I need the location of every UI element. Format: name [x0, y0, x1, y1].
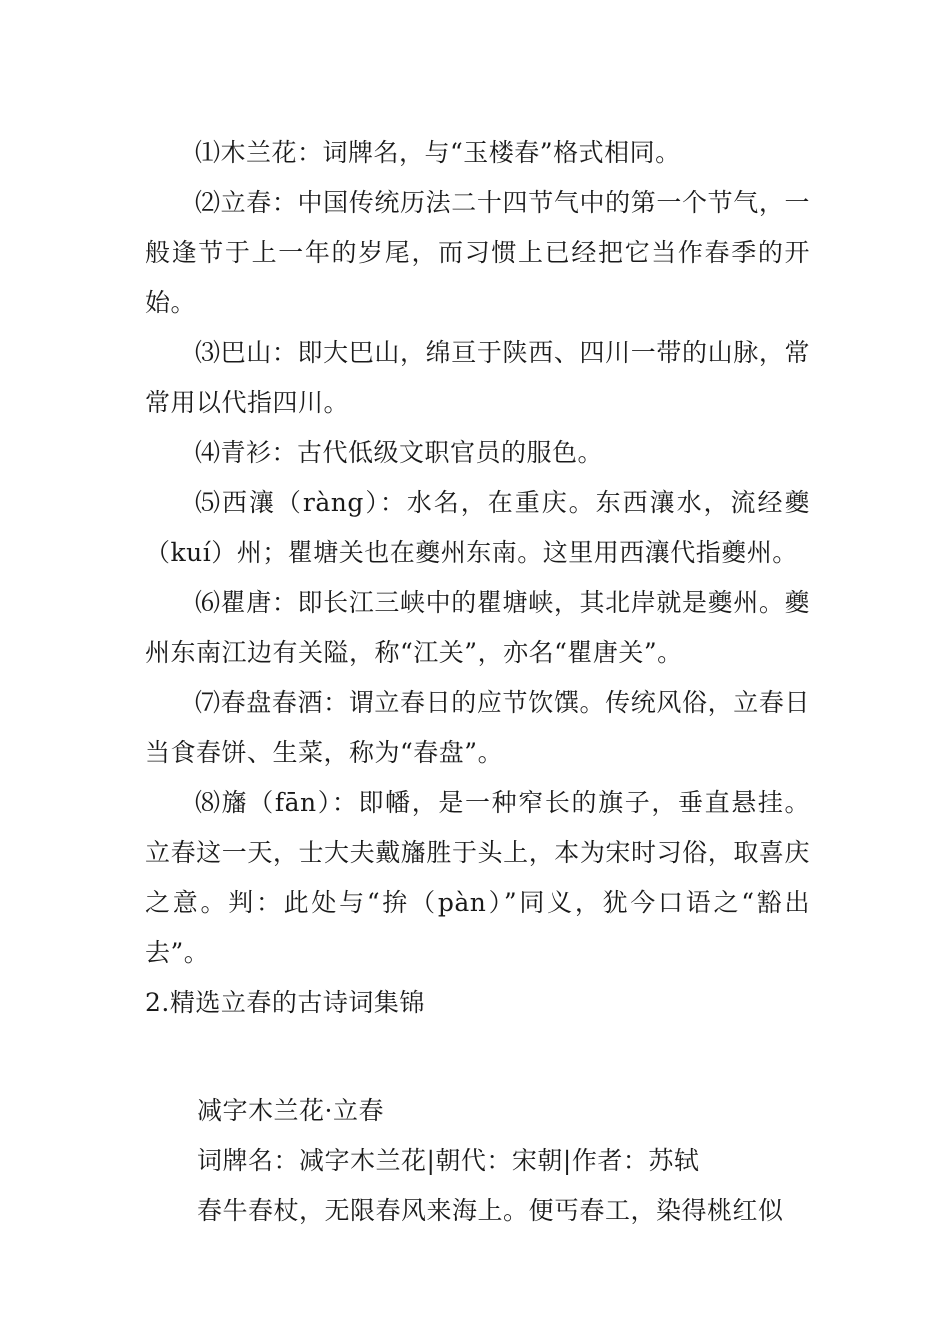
poem-meta: 词牌名：减字木兰花|朝代：宋朝|作者：苏轼 — [197, 1146, 700, 1175]
document-page — [145, 128, 810, 1236]
section-heading: 2.精选立春的古诗词集锦 — [145, 988, 425, 1017]
note-7: ⑺春盘春酒：谓立春日的应节饮馔。传统风俗，立春日当食春饼、生菜，称为“春盘”。 — [145, 688, 810, 767]
note-2: ⑵立春：中国传统历法二十四节气中的第一个节气，一般逢节于上一年的岁尾，而习惯上已经把它当作春季的开始。 — [145, 188, 810, 317]
note-5: ⑸西瀼（ràng）：水名，在重庆。东西瀼水，流经夔（kuí）州；瞿塘关也在夔州东南。这里用西瀼代指夔州。 — [145, 488, 810, 567]
note-3: ⑶巴山：即大巴山，绵亘于陕西、四川一带的山脉，常常用以代指四川。 — [145, 338, 810, 417]
poem-block — [145, 1086, 810, 1236]
note-8: ⑻旛（fān）：即幡，是一种窄长的旗子，垂直悬挂。立春这一天，士大夫戴旛胜于头上，本为宋时习俗，取喜庆之意。判：此处与“拚（pàn）”同义，犹今口语之“豁出去”。 — [145, 788, 810, 967]
note-1: ⑴木兰花：词牌名，与“玉楼春”格式相同。 — [195, 138, 681, 167]
poem-first-line: 春牛春杖，无限春风来海上。便丐春工，染得桃红似 — [197, 1196, 784, 1225]
note-6: ⑹瞿唐：即长江三峡中的瞿塘峡，其北岸就是夔州。夔州东南江边有关隘，称“江关”，亦名“瞿唐关”。 — [145, 588, 810, 667]
note-4: ⑷青衫：古代低级文职官员的服色。 — [195, 438, 604, 467]
poem-title: 减字木兰花·立春 — [197, 1096, 384, 1125]
